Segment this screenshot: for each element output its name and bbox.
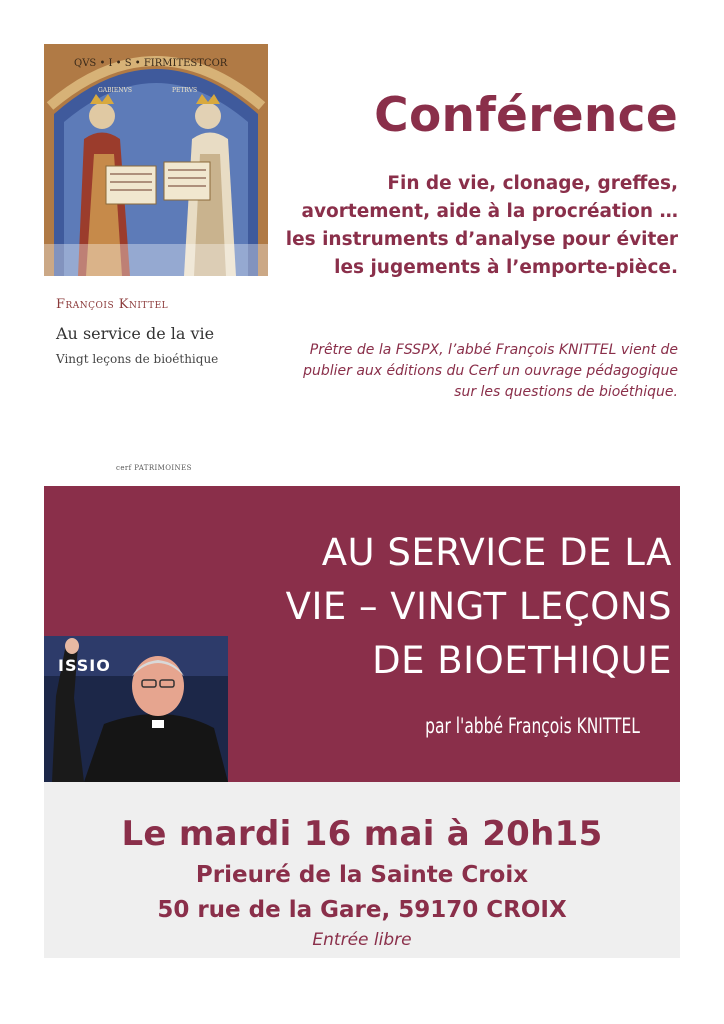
cover-author: François Knittel — [56, 297, 169, 312]
event-info — [44, 782, 680, 958]
event-date: Le mardi 16 mai à 20h15 — [121, 814, 603, 854]
cover-publisher-logo: cerf PATRIMOINES — [116, 464, 192, 472]
photo-background-text: ISSIO — [58, 656, 111, 675]
book-cover — [44, 44, 268, 484]
page-title: Conférence — [374, 88, 678, 143]
cover-fresco-image — [44, 44, 268, 276]
banner-title-line: DE BIOETHIQUE — [372, 639, 672, 682]
speaker-blurb: Prêtre de la FSSPX, l’abbé François KNITTEL vient de publier aux éditions du Cerf un ouvrage pédagogique sur les questions de bioéthique. — [303, 342, 678, 400]
fresco-name-left: GABIENVS — [98, 87, 132, 94]
event-entry: Entrée libre — [312, 930, 412, 950]
conference-topics: Fin de vie, clonage, greffes, avortement, aide à la procréation … les instruments d’analyse pour éviter les jugements à l’emporte-pièce. — [285, 173, 678, 278]
fresco-name-right: PETRVS — [172, 87, 198, 94]
speaker-photo — [44, 636, 228, 782]
banner-title — [152, 526, 672, 688]
cover-subtitle: Vingt leçons de bioéthique — [56, 352, 219, 366]
event-address: 50 rue de la Gare, 59170 CROIX — [157, 897, 567, 923]
banner-title-line: VIE – VINGT LEÇONS — [285, 585, 672, 628]
event-place: Prieuré de la Sainte Croix — [195, 862, 529, 888]
cover-title: Au service de la vie — [56, 324, 215, 343]
title-banner — [44, 486, 680, 782]
banner-byline: par l'abbé François KNITTEL — [425, 714, 640, 738]
fresco-banner-text: QVS • I • S • FIRMITESTCOR — [74, 58, 228, 69]
banner-title-line: AU SERVICE DE LA — [321, 531, 672, 574]
